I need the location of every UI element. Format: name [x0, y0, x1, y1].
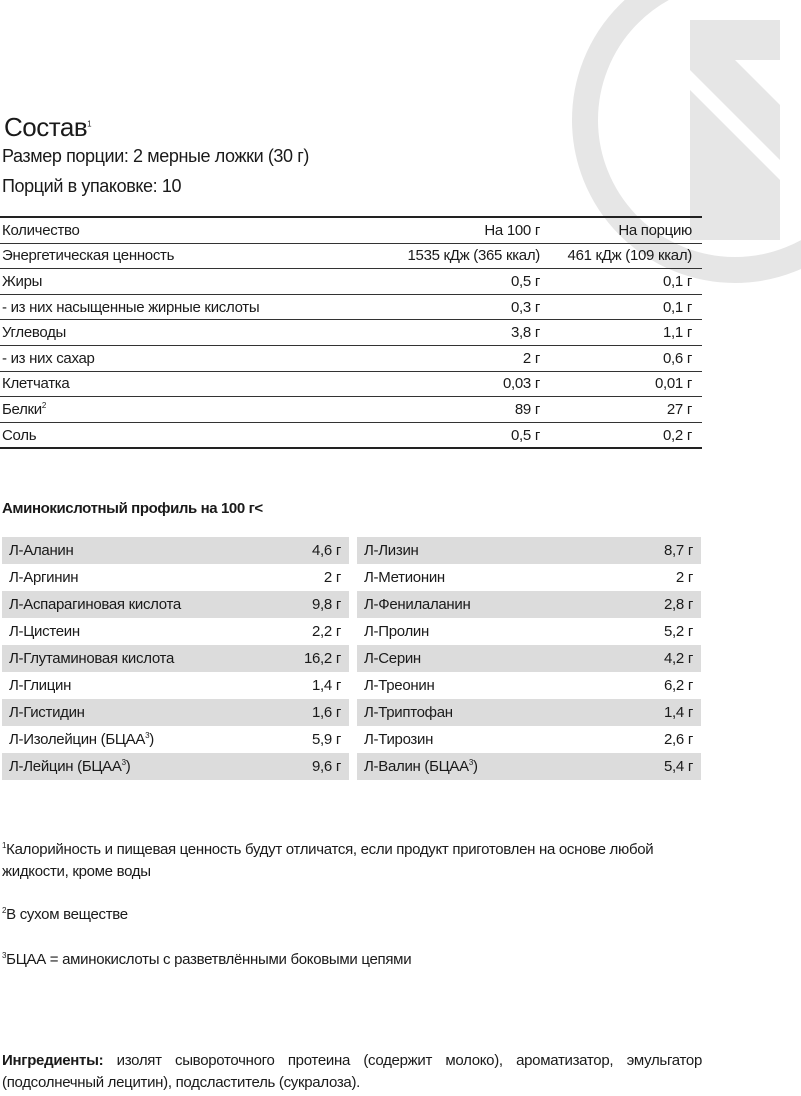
nutrient-name: Клетчатка [0, 371, 368, 397]
amino-row [2, 726, 349, 753]
nutrient-per100: 0,5 г [511, 426, 540, 444]
amino-name: Л-Триптофан [364, 704, 453, 721]
nutrient-per100: 0,03 г [368, 371, 550, 397]
amino-name: Л-Метионин [364, 569, 445, 586]
footnote-3: $^3$БЦАА = аминокислоты с разветвлёнными боковыми цепями [2, 951, 412, 968]
amino-value: 4,6 г [312, 542, 341, 559]
amino-value: 5,2 г [664, 623, 693, 640]
amino-row [2, 591, 349, 618]
nutrient-per100: 1535 кДж (365 ккал) [368, 243, 550, 269]
nutrient-name: Белки$^2$ [0, 397, 368, 423]
amino-value: 5,4 г [664, 758, 693, 775]
amino-row [357, 537, 701, 564]
amino-row [357, 564, 701, 591]
composition-title: Состав$^1$ [4, 112, 92, 142]
amino-value: 1,4 г [312, 677, 341, 694]
nutrition-row [0, 320, 702, 346]
amino-name: Л-Валин (БЦАА$^3$) [364, 758, 478, 775]
nutrient-per-serving: 0,01 г [550, 371, 702, 397]
amino-name: Л-Треонин [364, 677, 435, 694]
amino-row [2, 699, 349, 726]
amino-name: Л-Лизин [364, 542, 419, 559]
amino-row [2, 537, 349, 564]
amino-name: Л-Изолейцин (БЦАА$^3$) [9, 731, 154, 748]
nutrient-per-serving: 0,6 г [550, 345, 702, 371]
nutrient-per100: 0,5 г [368, 269, 550, 295]
amino-row [357, 672, 701, 699]
nutrient-per-serving: 0,1 г [550, 294, 702, 320]
column-header-per-serving: На порцию [550, 217, 702, 243]
amino-value: 2 г [675, 569, 693, 586]
amino-name: Л-Цистеин [9, 623, 80, 640]
nutrition-table [0, 216, 702, 449]
amino-row [357, 618, 701, 645]
nutrient-per-serving: 461 кДж (109 ккал) [550, 243, 702, 269]
nutrition-row [0, 371, 702, 397]
amino-row [357, 591, 701, 618]
amino-profile-title: Аминокислотный профиль на 100 г< [2, 500, 263, 517]
amino-row [2, 564, 349, 591]
amino-value: 5,9 г [312, 731, 341, 748]
amino-row [357, 726, 701, 753]
ingredients-text: изолят сывороточного протеина (содержит молоко), ароматизатор, эмульгатор (подсолнечный лецитин), подсластитель (сукралоза). [2, 1052, 702, 1091]
nutrient-per-serving: 27 г [550, 397, 702, 423]
amino-value: 2,6 г [664, 731, 693, 748]
nutrition-row [0, 422, 702, 448]
amino-value: 1,4 г [664, 704, 693, 721]
serving-size: Размер порции: 2 мерные ложки (30 г) [2, 146, 310, 166]
amino-row [2, 753, 349, 780]
nutrition-header-row [0, 217, 702, 243]
nutrient-per100: 2 г [368, 345, 550, 371]
nutrient-per100: 89 г [368, 397, 550, 423]
amino-value: 1,6 г [312, 704, 341, 721]
amino-name: Л-Лейцин (БЦАА$^3$) [9, 758, 131, 775]
nutrition-row [0, 397, 702, 423]
amino-name: Л-Серин [364, 650, 421, 667]
amino-name: Л-Фенилаланин [364, 596, 471, 613]
amino-row [2, 672, 349, 699]
amino-row [357, 753, 701, 780]
amino-name: Л-Аспарагиновая кислота [9, 596, 181, 613]
amino-value: 2 г [323, 569, 341, 586]
amino-value: 9,6 г [312, 758, 341, 775]
nutrient-name: Углеводы [0, 320, 368, 346]
amino-name: Л-Пролин [364, 623, 429, 640]
nutrient-per-serving: 0,1 г [550, 269, 702, 295]
amino-name: Л-Гистидин [9, 704, 85, 721]
amino-name: Л-Тирозин [364, 731, 434, 748]
amino-name: Л-Глутаминовая кислота [9, 650, 174, 667]
nutrient-name: - из них сахар [0, 345, 368, 371]
nutrient-name: - из них насыщенные жирные кислоты [0, 294, 368, 320]
footnote-2: $^2$В сухом веществе [2, 906, 128, 923]
servings-per-pack: Порций в упаковке: 10 [2, 176, 182, 196]
column-header-per100: На 100 г [368, 217, 550, 243]
nutrient-name: Энергетическая ценность [0, 243, 368, 269]
column-header-quantity: Количество [0, 217, 368, 243]
amino-value: 9,8 г [312, 596, 341, 613]
amino-name: Л-Глицин [9, 677, 72, 694]
amino-row [2, 618, 349, 645]
ingredients-label: Ингредиенты: [2, 1052, 104, 1069]
amino-row [2, 645, 349, 672]
amino-row [357, 699, 701, 726]
amino-column-left [2, 537, 349, 780]
amino-value: 8,7 г [664, 542, 693, 559]
amino-value: 16,2 г [303, 650, 341, 667]
nutrition-row [0, 294, 702, 320]
amino-name: Л-Аланин [9, 542, 74, 559]
nutrient-per-serving: 0,2 г [663, 426, 692, 444]
amino-column-right [357, 537, 701, 780]
amino-row [357, 645, 701, 672]
amino-value: 2,2 г [312, 623, 341, 640]
footnote-1: $^1$Калорийность и пищевая ценность будут отличатся, если продукт приготовлен на основе любой жидкости, кроме воды [2, 841, 654, 880]
nutrient-per100: 3,8 г [368, 320, 550, 346]
nutrition-row [0, 269, 702, 295]
nutrition-row [0, 243, 702, 269]
amino-name: Л-Аргинин [9, 569, 79, 586]
amino-value: 4,2 г [664, 650, 693, 667]
amino-value: 2,8 г [664, 596, 693, 613]
nutrition-row [0, 345, 702, 371]
nutrient-per-serving: 1,1 г [550, 320, 702, 346]
nutrient-per100: 0,3 г [368, 294, 550, 320]
amino-value: 6,2 г [664, 677, 693, 694]
nutrient-name: Соль [2, 426, 37, 444]
ingredients [2, 1050, 702, 1094]
nutrient-name: Жиры [0, 269, 368, 295]
